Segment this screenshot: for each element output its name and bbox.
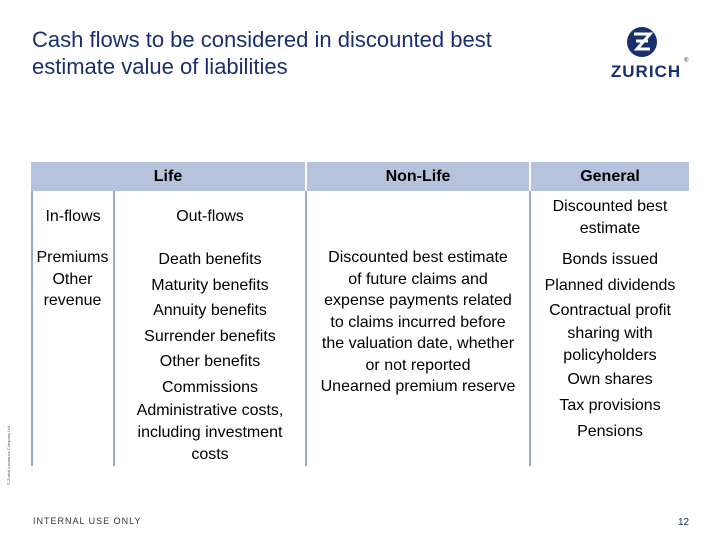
list-item: Tax provisions (559, 397, 661, 414)
logo-registered: ® (684, 58, 689, 64)
list-item: Maturity benefits (151, 276, 269, 294)
list-item: Annuity benefits (153, 302, 267, 319)
general-list (531, 247, 689, 444)
zurich-logo-icon (600, 24, 692, 64)
list-item: Own shares (567, 371, 653, 388)
list-item: Premiums (36, 249, 109, 266)
header-nonlife (307, 162, 529, 191)
header-general (531, 162, 689, 191)
copyright-vertical: © Zurich Insurance Company Ltd (6, 426, 11, 485)
subheader-inflows: In-flows (45, 208, 101, 225)
inflows-list (30, 247, 115, 312)
page-title: Cash flows to be considered in discounted best estimate value of liabilities (32, 27, 492, 79)
header-general-label: General (580, 167, 640, 185)
list-item: Death benefits (158, 251, 262, 268)
header-nonlife-label: Non-Life (385, 167, 451, 185)
divider-left (31, 191, 33, 466)
list-item: or not reported (365, 356, 471, 374)
list-item: Commissions (161, 378, 258, 396)
list-item: Surrender benefits (144, 327, 276, 345)
page-number: 12 (678, 517, 690, 528)
list-item: costs (191, 446, 229, 463)
list-item: revenue (43, 292, 102, 309)
footer-classification: INTERNAL USE ONLY (33, 516, 142, 526)
list-item: expense payments related (324, 292, 512, 309)
header-life-label: Life (153, 167, 183, 185)
list-item: Planned dividends (544, 276, 676, 294)
list-item: Contractual profit (549, 302, 671, 319)
list-item: Unearned premium reserve (320, 378, 516, 395)
logo-wordmark: ZURICH (610, 62, 682, 81)
list-item: Bonds issued (561, 251, 659, 268)
list-item: Administrative costs, (136, 402, 284, 419)
subheader-outflows: Out-flows (176, 208, 244, 225)
list-item: Pensions (577, 422, 643, 440)
header-life (31, 162, 305, 191)
subheader-general: Discounted best estimate (552, 198, 668, 237)
list-item: to claims incurred before (330, 313, 506, 331)
list-item: including investment (137, 424, 283, 441)
list-item: sharing with (567, 325, 653, 342)
zurich-logo (600, 24, 692, 84)
list-item: Other benefits (159, 353, 261, 370)
list-item: policyholders (563, 346, 657, 364)
outflows-list (115, 247, 305, 466)
list-item: Other (52, 270, 93, 288)
list-item: the valuation date, whether (321, 335, 515, 352)
list-item: of future claims and (348, 270, 488, 288)
nonlife-list (307, 247, 529, 398)
list-item: Discounted best estimate (328, 249, 508, 266)
